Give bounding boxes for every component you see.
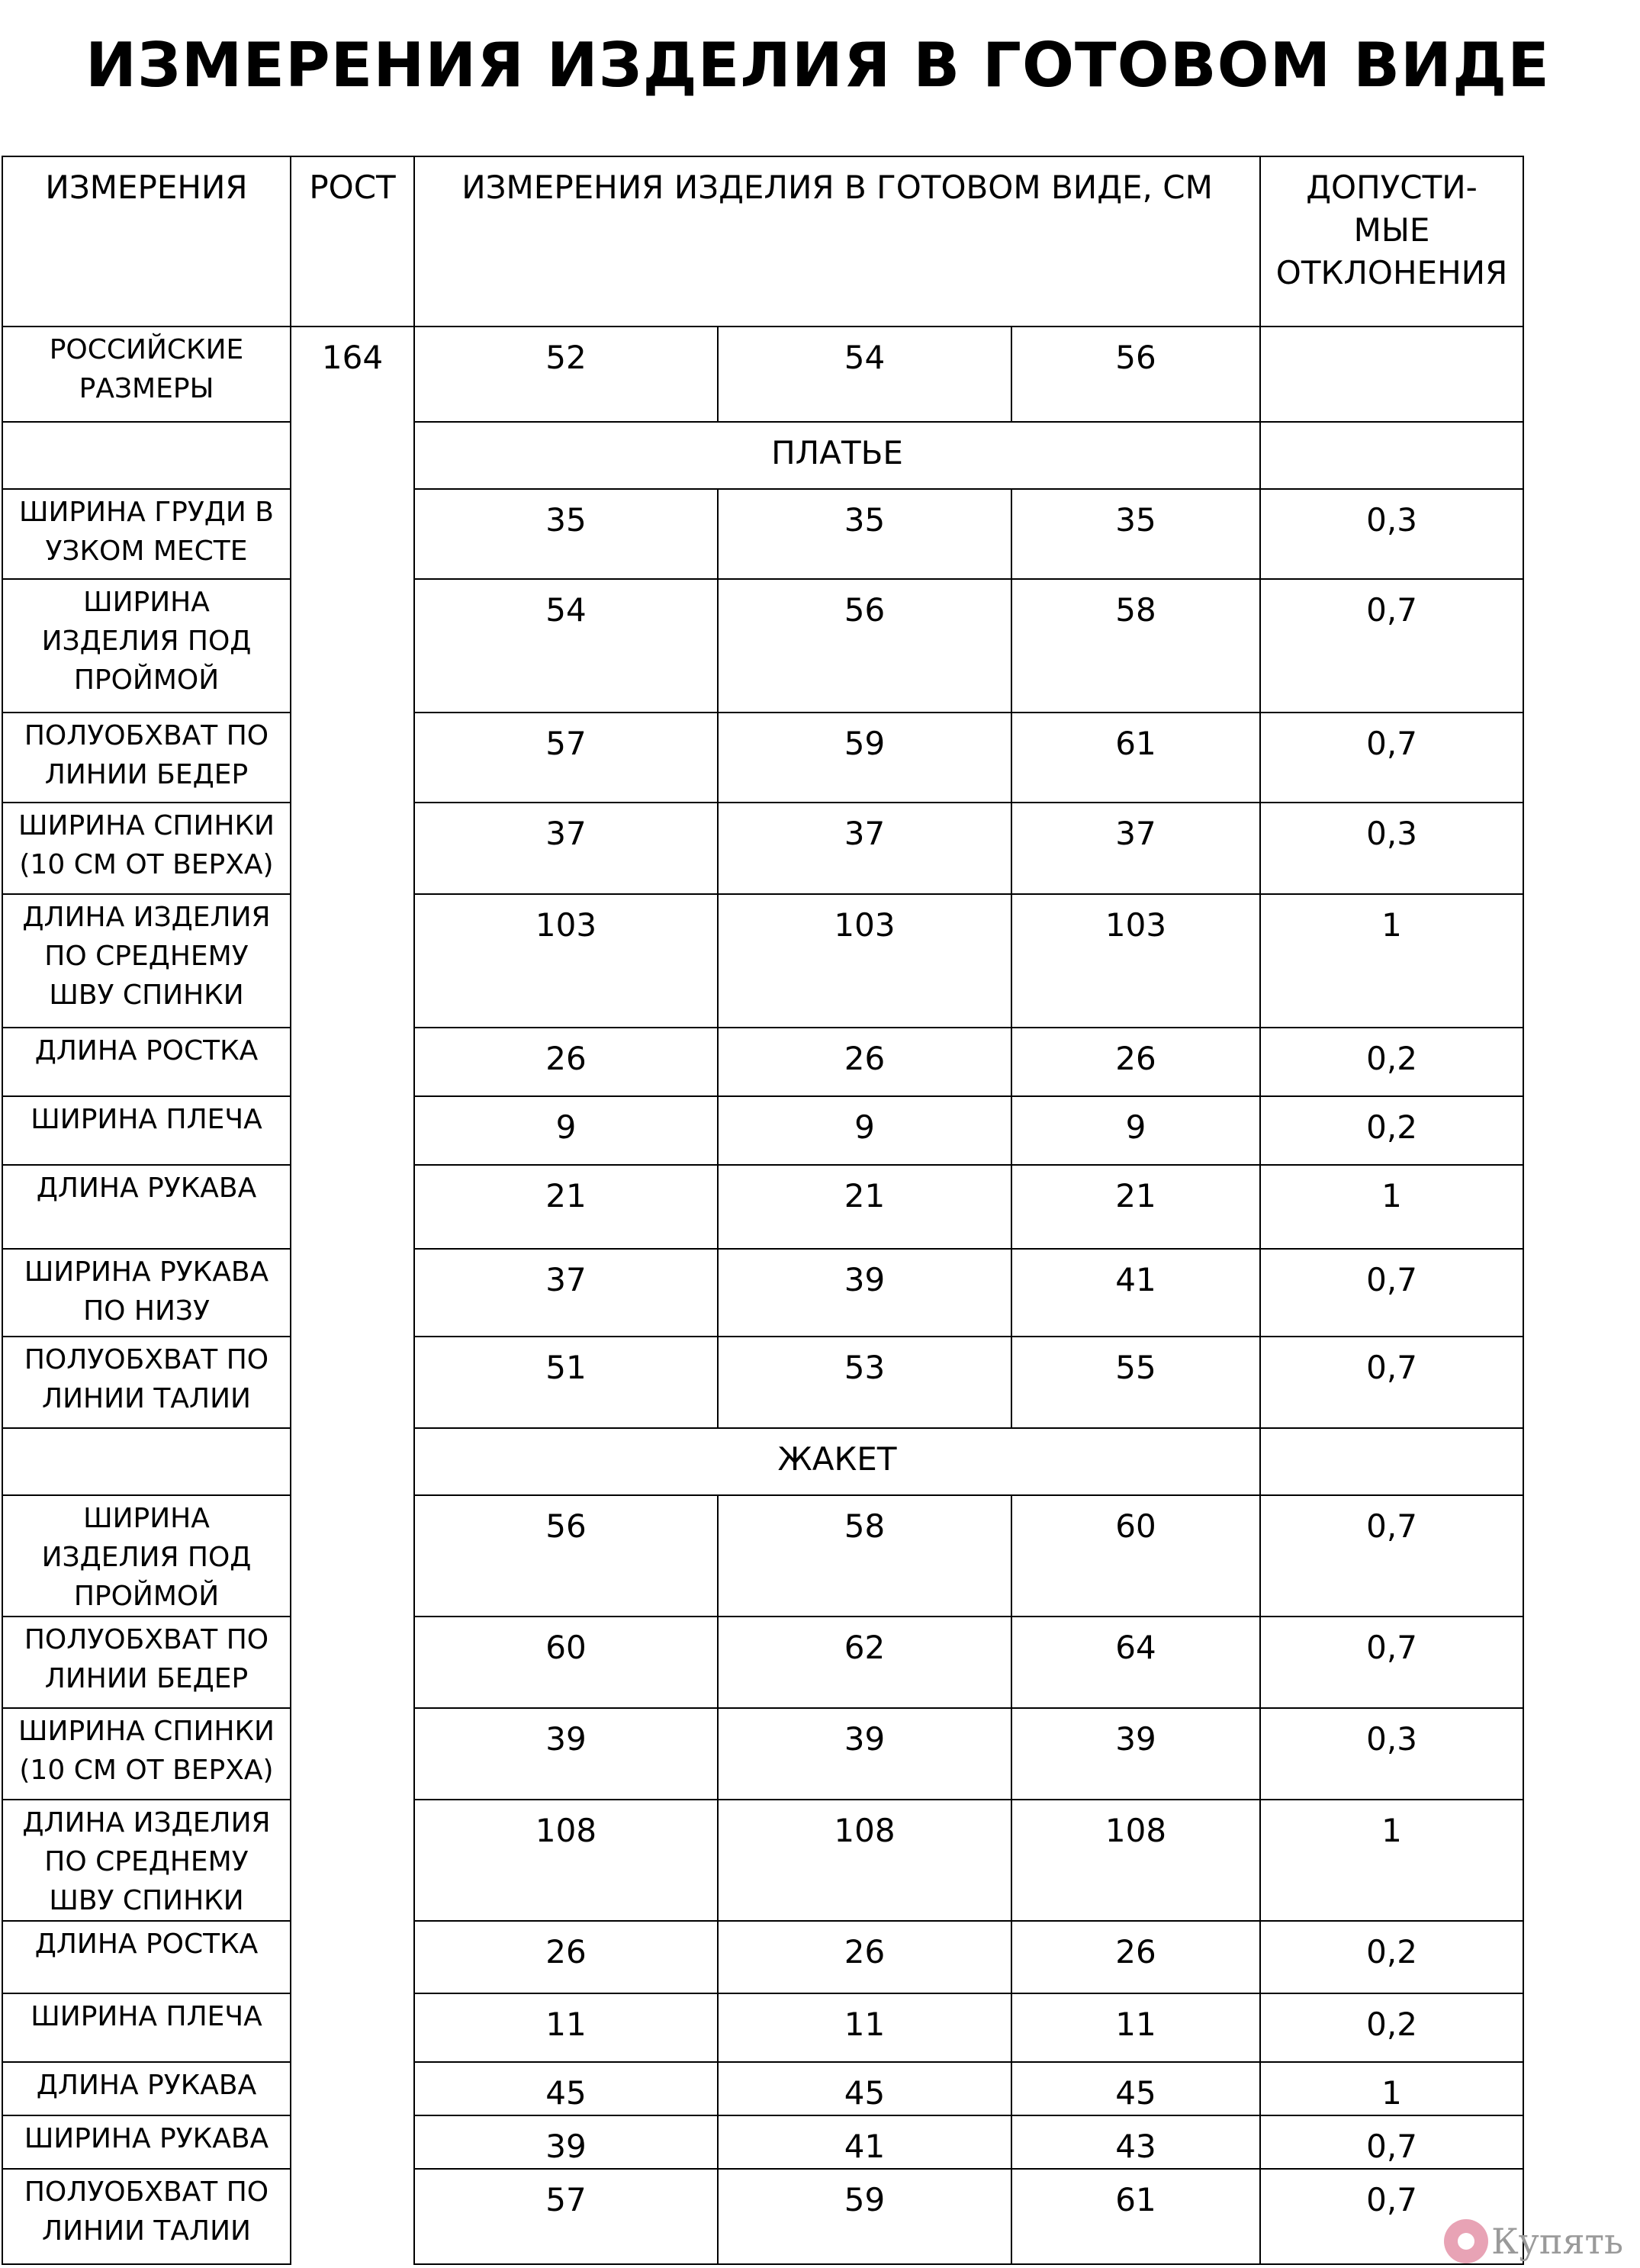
tolerance-value: 0,2	[1260, 1028, 1523, 1096]
sizes-label: РОССИЙСКИЕ РАЗМЕРЫ	[2, 327, 291, 422]
measurement-label: ДЛИНА РУКАВА	[2, 1165, 291, 1249]
value-size-1: 54	[414, 579, 718, 713]
value-size-3: 39	[1011, 1708, 1260, 1800]
value-size-2: 11	[718, 1993, 1011, 2062]
measurement-label: ДЛИНА ИЗДЕЛИЯ ПО СРЕДНЕМУ ШВУ СПИНКИ	[2, 1800, 291, 1921]
table-row	[2, 713, 1523, 803]
height-column-cell	[291, 2115, 414, 2169]
value-size-1: 39	[414, 1708, 718, 1800]
value-size-3: 103	[1011, 894, 1260, 1028]
value-size-3: 43	[1011, 2115, 1260, 2169]
height-column-cell	[291, 1028, 414, 1096]
measurement-label: ШИРИНА ПЛЕЧА	[2, 1096, 291, 1165]
height-column-cell	[291, 1921, 414, 1993]
measurement-label: ДЛИНА РОСТКА	[2, 1028, 291, 1096]
measurement-label: ШИРИНА РУКАВА	[2, 2115, 291, 2169]
measurements-table	[2, 156, 1524, 2265]
sizes-row	[2, 327, 1523, 422]
tolerance-value: 0,2	[1260, 1921, 1523, 1993]
tolerance-value: 1	[1260, 1800, 1523, 1921]
table-row	[2, 1921, 1523, 1993]
tolerance-value: 0,7	[1260, 1337, 1523, 1428]
table-row	[2, 1249, 1523, 1337]
tolerance-value: 0,7	[1260, 1249, 1523, 1337]
table-row	[2, 579, 1523, 713]
tolerance-value: 0,3	[1260, 489, 1523, 579]
value-size-2: 41	[718, 2115, 1011, 2169]
measurement-label: ШИРИНА РУКАВА ПО НИЗУ	[2, 1249, 291, 1337]
value-size-2: 26	[718, 1921, 1011, 1993]
table-row	[2, 1096, 1523, 1165]
value-size-2: 53	[718, 1337, 1011, 1428]
value-size-1: 57	[414, 2169, 718, 2264]
height-column-cell	[291, 1495, 414, 1617]
value-size-2: 59	[718, 2169, 1011, 2264]
value-size-1: 11	[414, 1993, 718, 2062]
measurement-label: ДЛИНА РОСТКА	[2, 1921, 291, 1993]
height-column-cell	[291, 713, 414, 803]
value-size-2: 62	[718, 1617, 1011, 1708]
height-column-cell	[291, 2169, 414, 2264]
value-size-3: 35	[1011, 489, 1260, 579]
value-size-2: 39	[718, 1249, 1011, 1337]
section-row	[2, 422, 1523, 489]
table-row	[2, 803, 1523, 894]
tolerance-value: 0,7	[1260, 2115, 1523, 2169]
tolerance-value: 0,3	[1260, 803, 1523, 894]
size-54: 54	[718, 327, 1011, 422]
watermark	[1444, 2219, 1623, 2263]
value-size-3: 11	[1011, 1993, 1260, 2062]
measurement-label: ШИРИНА ИЗДЕЛИЯ ПОД ПРОЙМОЙ	[2, 1495, 291, 1617]
height-column-cell	[291, 1708, 414, 1800]
value-size-3: 21	[1011, 1165, 1260, 1249]
value-size-1: 37	[414, 1249, 718, 1337]
tolerance-value: 0,7	[1260, 2169, 1523, 2264]
tolerance-value: 0,3	[1260, 1708, 1523, 1800]
value-size-2: 45	[718, 2062, 1011, 2115]
tolerance-value: 0,7	[1260, 713, 1523, 803]
table-row	[2, 489, 1523, 579]
measurement-label: ПОЛУОБХВАТ ПО ЛИНИИ БЕДЕР	[2, 713, 291, 803]
tolerance-value: 1	[1260, 2062, 1523, 2115]
value-size-2: 58	[718, 1495, 1011, 1617]
value-size-1: 57	[414, 713, 718, 803]
value-size-2: 39	[718, 1708, 1011, 1800]
height-column-cell	[291, 422, 414, 489]
watermark-text: Купять	[1491, 2221, 1623, 2262]
value-size-1: 45	[414, 2062, 718, 2115]
value-size-1: 56	[414, 1495, 718, 1617]
measurement-label: ШИРИНА СПИНКИ (10 СМ ОТ ВЕРХА)	[2, 803, 291, 894]
header-tolerance: ДОПУСТИ- МЫЕ ОТКЛОНЕНИЯ	[1260, 156, 1523, 327]
value-size-1: 39	[414, 2115, 718, 2169]
value-size-3: 108	[1011, 1800, 1260, 1921]
table-row	[2, 1165, 1523, 1249]
sections-body	[2, 422, 1523, 2264]
value-size-3: 26	[1011, 1028, 1260, 1096]
value-size-2: 56	[718, 579, 1011, 713]
value-size-1: 60	[414, 1617, 718, 1708]
value-size-3: 61	[1011, 713, 1260, 803]
measurement-label: ПОЛУОБХВАТ ПО ЛИНИИ ТАЛИИ	[2, 1337, 291, 1428]
measurement-label: ПОЛУОБХВАТ ПО ЛИНИИ ТАЛИИ	[2, 2169, 291, 2264]
value-size-3: 58	[1011, 579, 1260, 713]
measurement-label: ШИРИНА СПИНКИ (10 СМ ОТ ВЕРХА)	[2, 1708, 291, 1800]
table-row	[2, 1617, 1523, 1708]
height-column-cell	[291, 489, 414, 579]
height-column-cell	[291, 2062, 414, 2115]
value-size-2: 108	[718, 1800, 1011, 1921]
header-measurements: ИЗМЕРЕНИЯ	[2, 156, 291, 327]
value-size-3: 64	[1011, 1617, 1260, 1708]
value-size-2: 21	[718, 1165, 1011, 1249]
size-52: 52	[414, 327, 718, 422]
height-column-cell	[291, 894, 414, 1028]
tolerance-value: 1	[1260, 1165, 1523, 1249]
table-row	[2, 1800, 1523, 1921]
value-size-3: 60	[1011, 1495, 1260, 1617]
height-column-cell	[291, 1249, 414, 1337]
table-row	[2, 2115, 1523, 2169]
table-row	[2, 2169, 1523, 2264]
measurement-label: ШИРИНА ГРУДИ В УЗКОМ МЕСТЕ	[2, 489, 291, 579]
measurement-label: ДЛИНА ИЗДЕЛИЯ ПО СРЕДНЕМУ ШВУ СПИНКИ	[2, 894, 291, 1028]
height-column-cell	[291, 1165, 414, 1249]
value-size-3: 55	[1011, 1337, 1260, 1428]
measurement-label: ДЛИНА РУКАВА	[2, 2062, 291, 2115]
value-size-3: 26	[1011, 1921, 1260, 1993]
tolerance-value: 0,2	[1260, 1096, 1523, 1165]
header-height: РОСТ	[291, 156, 414, 327]
height-column-cell	[291, 1096, 414, 1165]
table-row	[2, 2062, 1523, 2115]
height-value: 164	[291, 327, 414, 422]
value-size-3: 41	[1011, 1249, 1260, 1337]
section-label-empty	[2, 1428, 291, 1495]
height-column-cell	[291, 1617, 414, 1708]
table-row	[2, 1495, 1523, 1617]
value-size-1: 35	[414, 489, 718, 579]
value-size-2: 37	[718, 803, 1011, 894]
value-size-2: 103	[718, 894, 1011, 1028]
section-title: ПЛАТЬЕ	[414, 422, 1260, 489]
header-row	[2, 156, 1523, 327]
section-row	[2, 1428, 1523, 1495]
header-finished-measurements: ИЗМЕРЕНИЯ ИЗДЕЛИЯ В ГОТОВОМ ВИДЕ, СМ	[414, 156, 1260, 327]
value-size-2: 35	[718, 489, 1011, 579]
kupyat-logo-icon	[1444, 2219, 1488, 2263]
section-label-empty	[2, 422, 291, 489]
tolerance-value: 1	[1260, 894, 1523, 1028]
size-tolerance-empty	[1260, 327, 1523, 422]
tolerance-value: 0,7	[1260, 579, 1523, 713]
value-size-1: 26	[414, 1028, 718, 1096]
page-title: ИЗМЕРЕНИЯ ИЗДЕЛИЯ В ГОТОВОМ ВИДЕ	[85, 30, 1550, 101]
tolerance-value: 0,2	[1260, 1993, 1523, 2062]
section-tolerance-empty	[1260, 1428, 1523, 1495]
value-size-1: 26	[414, 1921, 718, 1993]
value-size-3: 45	[1011, 2062, 1260, 2115]
value-size-3: 9	[1011, 1096, 1260, 1165]
value-size-1: 9	[414, 1096, 718, 1165]
value-size-1: 51	[414, 1337, 718, 1428]
height-column-cell	[291, 1337, 414, 1428]
value-size-1: 37	[414, 803, 718, 894]
value-size-3: 61	[1011, 2169, 1260, 2264]
table-row	[2, 1337, 1523, 1428]
table-row	[2, 1993, 1523, 2062]
height-column-cell	[291, 803, 414, 894]
height-column-cell	[291, 1800, 414, 1921]
measurement-label: ШИРИНА ПЛЕЧА	[2, 1993, 291, 2062]
section-title: ЖАКЕТ	[414, 1428, 1260, 1495]
table-row	[2, 1708, 1523, 1800]
table-row	[2, 1028, 1523, 1096]
height-column-cell	[291, 1428, 414, 1495]
height-column-cell	[291, 1993, 414, 2062]
value-size-2: 9	[718, 1096, 1011, 1165]
tolerance-value: 0,7	[1260, 1617, 1523, 1708]
value-size-1: 103	[414, 894, 718, 1028]
measurement-label: ШИРИНА ИЗДЕЛИЯ ПОД ПРОЙМОЙ	[2, 579, 291, 713]
height-column-cell	[291, 579, 414, 713]
value-size-1: 108	[414, 1800, 718, 1921]
value-size-1: 21	[414, 1165, 718, 1249]
tolerance-value: 0,7	[1260, 1495, 1523, 1617]
value-size-3: 37	[1011, 803, 1260, 894]
section-tolerance-empty	[1260, 422, 1523, 489]
table-row	[2, 894, 1523, 1028]
measurement-label: ПОЛУОБХВАТ ПО ЛИНИИ БЕДЕР	[2, 1617, 291, 1708]
value-size-2: 59	[718, 713, 1011, 803]
size-56: 56	[1011, 327, 1260, 422]
value-size-2: 26	[718, 1028, 1011, 1096]
